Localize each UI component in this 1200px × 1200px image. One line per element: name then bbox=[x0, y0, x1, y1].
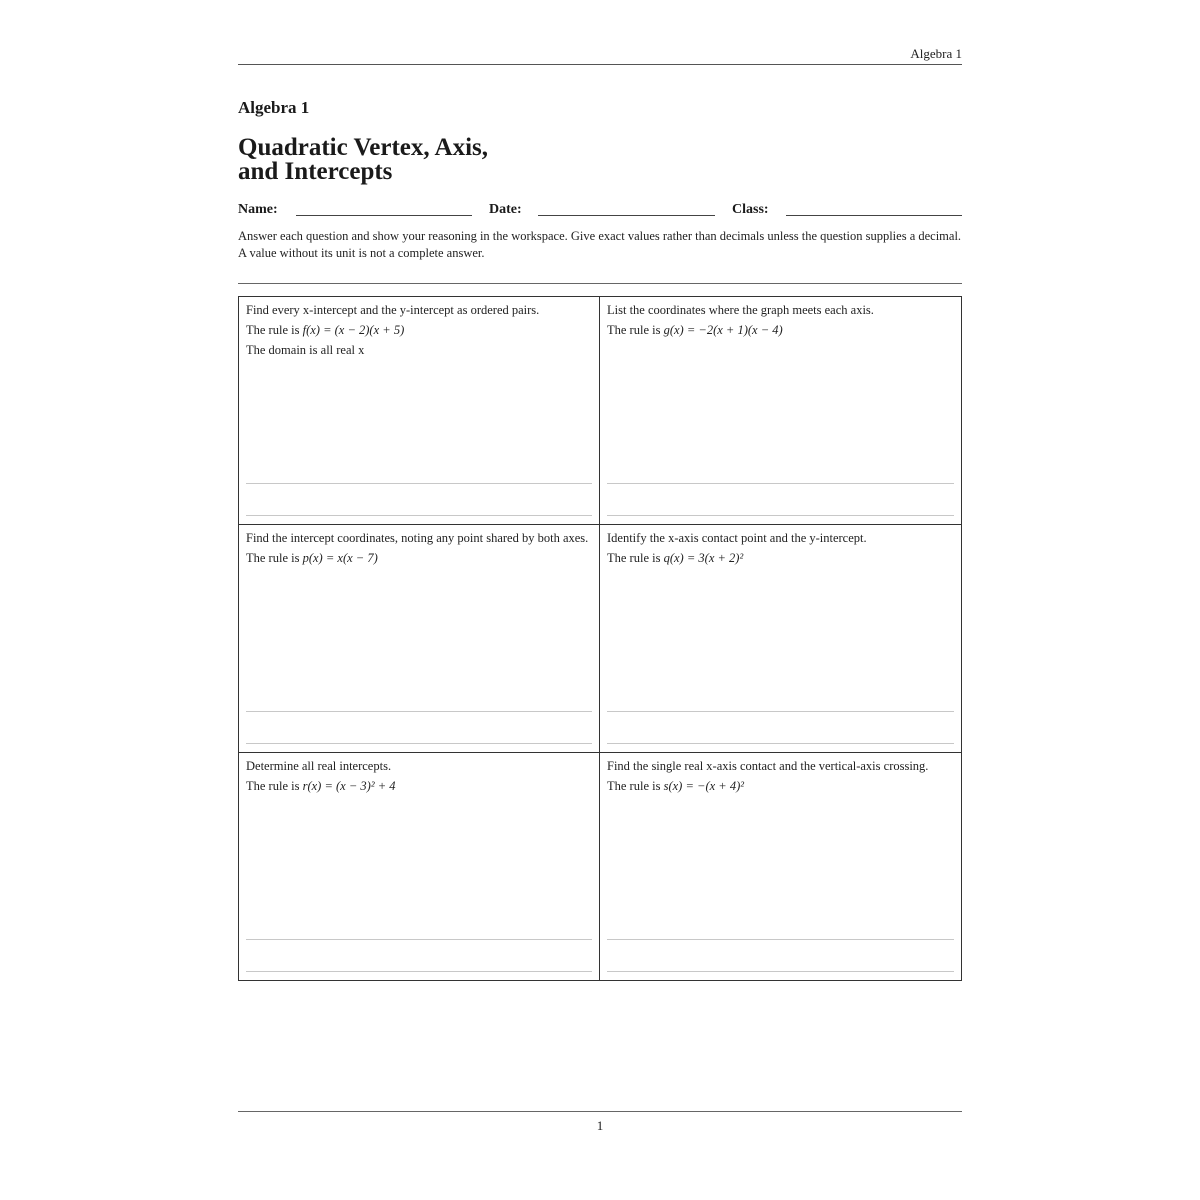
instructions: Answer each question and show your reasoning in the workspace. Give exact values rather than decimals unless the question supplies a decimal. A value without its unit is not a complete answer. bbox=[238, 229, 962, 260]
rule-expression: f(x) = (x − 2)(x + 5) bbox=[302, 323, 405, 337]
rule-prefix: The rule is bbox=[246, 323, 300, 337]
page-number: 1 bbox=[596, 1118, 604, 1133]
problem-prompt bbox=[246, 759, 592, 799]
problem-rule bbox=[246, 551, 592, 566]
course-heading: Algebra 1 bbox=[238, 98, 310, 117]
problem-cell bbox=[600, 753, 961, 980]
class-field[interactable] bbox=[786, 215, 962, 216]
date-field[interactable] bbox=[538, 215, 715, 216]
header-rule bbox=[238, 64, 962, 65]
problem-question: Identify the x-axis contact point and the y-intercept. bbox=[607, 531, 867, 545]
answer-line[interactable] bbox=[246, 515, 592, 516]
problem-note: The domain is all real x bbox=[246, 343, 365, 357]
rule-expression: g(x) = −2(x + 1)(x − 4) bbox=[663, 323, 783, 337]
rule-prefix: The rule is bbox=[607, 779, 661, 793]
problem-prompt bbox=[607, 303, 954, 343]
problem-rule bbox=[246, 323, 592, 338]
problem-prompt bbox=[246, 531, 592, 571]
answer-line[interactable] bbox=[607, 743, 954, 744]
answer-line[interactable] bbox=[246, 483, 592, 484]
rule-expression: p(x) = x(x − 7) bbox=[302, 551, 378, 565]
rule-prefix: The rule is bbox=[607, 323, 661, 337]
answer-line[interactable] bbox=[246, 743, 592, 744]
running-header: Algebra 1 bbox=[910, 46, 962, 61]
problem-prompt bbox=[607, 531, 954, 571]
rule-expression: s(x) = −(x + 4)² bbox=[663, 779, 745, 793]
answer-line[interactable] bbox=[607, 711, 954, 712]
answer-line[interactable] bbox=[607, 483, 954, 484]
answer-line[interactable] bbox=[246, 939, 592, 940]
rule-prefix: The rule is bbox=[607, 551, 661, 565]
problem-grid bbox=[238, 296, 962, 981]
date-label: Date: bbox=[489, 202, 522, 217]
section-divider bbox=[238, 283, 962, 284]
rule-expression: r(x) = (x − 3)² + 4 bbox=[302, 779, 396, 793]
problem-rule bbox=[607, 323, 954, 338]
problem-question: Find the intercept coordinates, noting any point shared by both axes. bbox=[246, 531, 589, 545]
problem-rule bbox=[246, 779, 592, 794]
problem-cell bbox=[600, 525, 961, 753]
name-field[interactable] bbox=[296, 215, 472, 216]
answer-line[interactable] bbox=[246, 711, 592, 712]
rule-expression: q(x) = 3(x + 2)² bbox=[663, 551, 744, 565]
problem-question: Find the single real x-axis contact and the vertical-axis crossing. bbox=[607, 759, 929, 773]
student-info-fields bbox=[238, 202, 962, 220]
problem-cell bbox=[239, 753, 600, 980]
problem-question: List the coordinates where the graph meets each axis. bbox=[607, 303, 874, 317]
problem-rule bbox=[607, 551, 954, 566]
answer-line[interactable] bbox=[246, 971, 592, 972]
name-label: Name: bbox=[238, 202, 278, 217]
rule-prefix: The rule is bbox=[246, 779, 300, 793]
problem-rule bbox=[607, 779, 954, 794]
footer-rule bbox=[238, 1111, 962, 1112]
problem-prompt bbox=[607, 759, 954, 799]
problem-cell bbox=[239, 297, 600, 525]
title-line-1: Quadratic Vertex, Axis, bbox=[238, 134, 488, 161]
answer-line[interactable] bbox=[607, 515, 954, 516]
class-label: Class: bbox=[732, 202, 769, 217]
problem-cell bbox=[239, 525, 600, 753]
problem-question: Find every x-intercept and the y-intercept as ordered pairs. bbox=[246, 303, 540, 317]
title-line-2: and Intercepts bbox=[238, 158, 393, 185]
problem-cell bbox=[600, 297, 961, 525]
problem-prompt bbox=[246, 303, 592, 363]
rule-prefix: The rule is bbox=[246, 551, 300, 565]
worksheet-page bbox=[238, 0, 962, 1200]
answer-line[interactable] bbox=[607, 939, 954, 940]
page-title bbox=[238, 136, 488, 184]
answer-line[interactable] bbox=[607, 971, 954, 972]
problem-question: Determine all real intercepts. bbox=[246, 759, 392, 773]
